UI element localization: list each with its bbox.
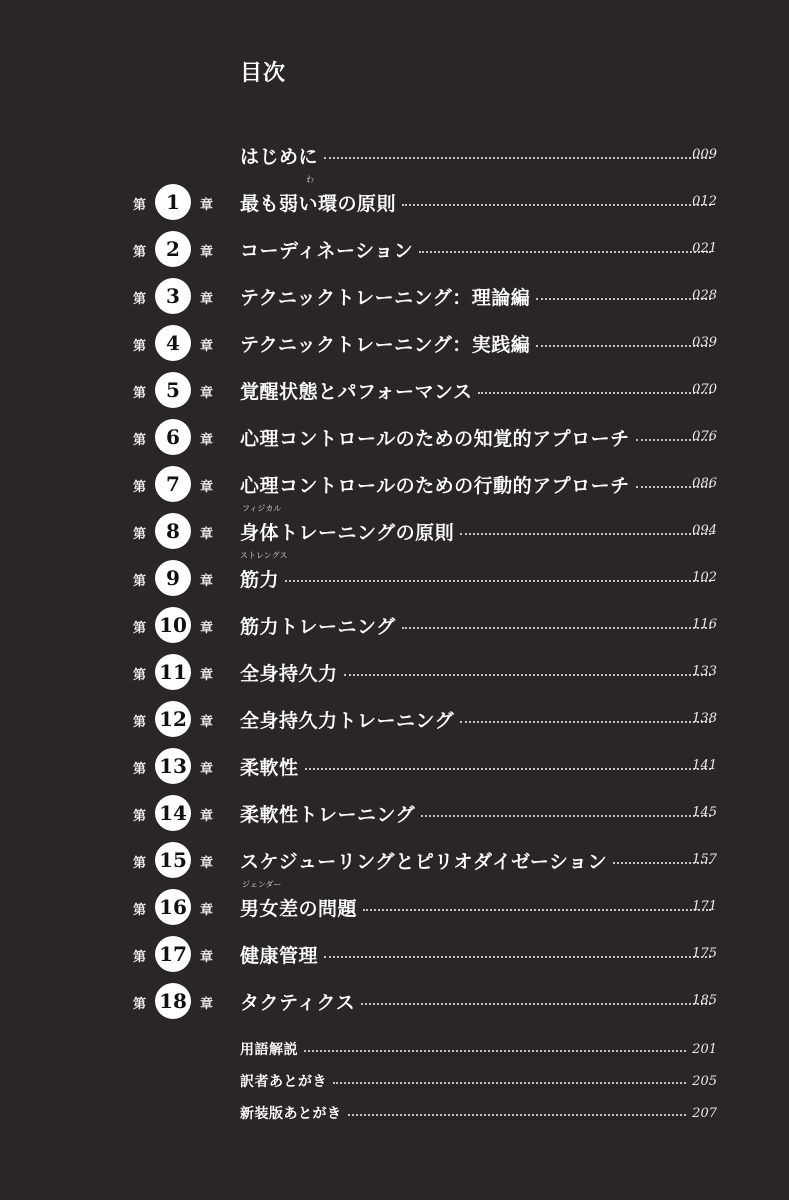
chapter-suffix: 章 xyxy=(200,997,214,1012)
toc-chapter-18[interactable] xyxy=(0,981,789,1021)
dot-leader xyxy=(285,580,711,582)
chapter-prefix: 第 xyxy=(133,903,147,918)
toc-chapter-8[interactable] xyxy=(0,504,789,551)
dot-leader xyxy=(421,815,711,817)
dot-leader xyxy=(348,1114,687,1116)
chapter-prefix: 第 xyxy=(133,245,147,260)
toc-chapter-1[interactable] xyxy=(0,175,789,222)
chapter-suffix: 章 xyxy=(200,292,214,307)
page-number: 133 xyxy=(692,664,717,679)
chapter-suffix: 章 xyxy=(200,574,214,589)
dot-leader xyxy=(361,1003,711,1005)
toc-entry-line xyxy=(240,981,717,1021)
page-number: 012 xyxy=(692,194,717,209)
chapter-number-badge: 7 xyxy=(155,466,191,502)
chapter-number-badge: 9 xyxy=(155,560,191,596)
chapter-number-badge: 5 xyxy=(155,372,191,408)
dot-leader xyxy=(536,298,711,300)
chapter-suffix: 章 xyxy=(200,668,214,683)
chapter-prefix: 第 xyxy=(133,574,147,589)
chapter-suffix: 章 xyxy=(200,198,214,213)
chapter-title: 筋力 xyxy=(240,568,280,591)
appendix-title: 用語解説 xyxy=(240,1042,298,1058)
chapter-number-badge: 4 xyxy=(155,325,191,361)
chapter-number-badge: 1 xyxy=(155,184,191,220)
toc-chapter-9[interactable] xyxy=(0,551,789,598)
chapter-number-badge: 3 xyxy=(155,278,191,314)
page-number: 141 xyxy=(692,758,717,773)
chapter-number-badge: 6 xyxy=(155,419,191,455)
chapter-number-badge: 14 xyxy=(155,795,191,831)
toc-entry-line xyxy=(240,323,717,363)
chapter-prefix: 第 xyxy=(133,621,147,636)
toc-chapter-4[interactable] xyxy=(0,323,789,363)
chapter-prefix: 第 xyxy=(133,762,147,777)
toc-chapter-15[interactable] xyxy=(0,840,789,880)
dot-leader xyxy=(324,956,711,958)
dot-leader xyxy=(333,1082,686,1084)
toc-appendix-translator-afterword[interactable] xyxy=(240,1066,717,1096)
chapter-prefix: 第 xyxy=(133,198,147,213)
dot-leader xyxy=(305,768,711,770)
page-number: 039 xyxy=(692,335,717,350)
dot-leader xyxy=(344,674,711,676)
toc-entry-line xyxy=(240,934,717,974)
chapter-prefix: 第 xyxy=(133,292,147,307)
chapter-prefix: 第 xyxy=(133,386,147,401)
chapter-title: 覚醒状態とパフォーマンス xyxy=(240,380,473,403)
chapter-title: 男女差の問題 xyxy=(240,897,358,920)
chapter-number-badge: 17 xyxy=(155,936,191,972)
toc-chapter-5[interactable] xyxy=(0,370,789,410)
chapter-number-badge: 2 xyxy=(155,231,191,267)
page-number: 028 xyxy=(692,288,717,303)
chapter-suffix: 章 xyxy=(200,903,214,918)
ruby-annotation: ジェンダー xyxy=(242,880,282,889)
chapter-suffix: 章 xyxy=(200,950,214,965)
chapter-title: テクニックトレーニング：理論編 xyxy=(240,286,531,309)
toc-appendix-glossary[interactable] xyxy=(240,1034,717,1064)
toc-chapter-7[interactable] xyxy=(0,464,789,504)
chapter-number-badge: 13 xyxy=(155,748,191,784)
dot-leader xyxy=(324,157,711,159)
dot-leader xyxy=(478,392,711,394)
chapter-number-badge: 8 xyxy=(155,513,191,549)
chapter-number-badge: 10 xyxy=(155,607,191,643)
chapter-number-badge: 18 xyxy=(155,983,191,1019)
chapter-prefix: 第 xyxy=(133,668,147,683)
toc-chapter-12[interactable] xyxy=(0,699,789,739)
chapter-title: コーディネーション xyxy=(240,239,414,262)
toc-chapter-11[interactable] xyxy=(0,652,789,692)
dot-leader xyxy=(363,909,711,911)
chapter-suffix: 章 xyxy=(200,715,214,730)
chapter-prefix: 第 xyxy=(133,480,147,495)
page-number: 021 xyxy=(692,241,717,256)
toc-chapter-17[interactable] xyxy=(0,934,789,974)
chapter-title: 柔軟性トレーニング xyxy=(240,803,416,826)
chapter-suffix: 章 xyxy=(200,762,214,777)
toc-chapter-2[interactable] xyxy=(0,229,789,269)
chapter-title: 柔軟性 xyxy=(240,756,299,779)
page-number: 201 xyxy=(692,1041,717,1057)
page-number: 116 xyxy=(692,617,717,632)
chapter-prefix: 第 xyxy=(133,339,147,354)
toc-chapter-13[interactable] xyxy=(0,746,789,786)
page-number: 076 xyxy=(692,429,717,444)
chapter-title: 健康管理 xyxy=(240,944,319,967)
toc-entry-line xyxy=(240,699,717,739)
dot-leader xyxy=(460,721,711,723)
chapter-number-badge: 15 xyxy=(155,842,191,878)
ruby-annotation: フィジカル xyxy=(242,504,282,513)
dot-leader xyxy=(402,204,711,206)
page-number: 070 xyxy=(692,382,717,397)
chapter-suffix: 章 xyxy=(200,386,214,401)
chapter-prefix: 第 xyxy=(133,950,147,965)
chapter-prefix: 第 xyxy=(133,809,147,824)
page-number: 171 xyxy=(692,899,717,914)
toc-entry-line xyxy=(240,229,717,269)
toc-entry-line xyxy=(240,840,717,880)
chapter-suffix: 章 xyxy=(200,856,214,871)
chapter-prefix: 第 xyxy=(133,715,147,730)
ruby-annotation: ストレングス xyxy=(240,551,288,560)
page-number: 138 xyxy=(692,711,717,726)
toc-entry-line xyxy=(240,276,717,316)
page-number: 094 xyxy=(692,523,717,538)
toc-entry-intro[interactable] xyxy=(0,135,789,175)
toc-entry-line xyxy=(240,880,717,927)
chapter-title: 最も弱い環の原則 xyxy=(240,192,397,215)
toc-chapter-10[interactable] xyxy=(0,605,789,645)
page-number: 185 xyxy=(692,993,717,1008)
chapter-title: 全身持久力トレーニング xyxy=(240,709,455,732)
toc-entry-line xyxy=(240,551,717,598)
chapter-title: 心理コントロールのための知覚的アプローチ xyxy=(240,427,630,450)
appendix-title: 訳者あとがき xyxy=(240,1074,327,1090)
page-title: 目次 xyxy=(240,60,287,86)
dot-leader xyxy=(536,345,711,347)
page-number: 175 xyxy=(692,946,717,961)
toc-entry-line xyxy=(240,464,717,504)
chapter-number-badge: 12 xyxy=(155,701,191,737)
dot-leader xyxy=(460,533,711,535)
chapter-title: スケジューリングとピリオダイゼーション xyxy=(240,850,608,873)
ruby-annotation: わ xyxy=(306,175,314,184)
toc-chapter-6[interactable] xyxy=(0,417,789,457)
chapter-title: テクニックトレーニング：実践編 xyxy=(240,333,531,356)
chapter-suffix: 章 xyxy=(200,527,214,542)
chapter-suffix: 章 xyxy=(200,433,214,448)
dot-leader xyxy=(419,251,711,253)
page-number: 102 xyxy=(692,570,717,585)
toc-entry-line xyxy=(240,605,717,645)
toc-entry-line xyxy=(240,135,717,175)
toc-entry-line xyxy=(240,370,717,410)
chapter-prefix: 第 xyxy=(133,997,147,1012)
toc-chapter-14[interactable] xyxy=(0,793,789,833)
appendix-title: 新装版あとがき xyxy=(240,1106,342,1122)
chapter-number-badge: 16 xyxy=(155,889,191,925)
entry-title: はじめに xyxy=(240,145,319,168)
chapter-title: 全身持久力 xyxy=(240,662,338,685)
page-number: 207 xyxy=(692,1105,717,1121)
chapter-suffix: 章 xyxy=(200,480,214,495)
chapter-title: 筋力トレーニング xyxy=(240,615,396,638)
toc-entry-line xyxy=(240,746,717,786)
page-number: 145 xyxy=(692,805,717,820)
chapter-title: 身体トレーニングの原則 xyxy=(240,521,455,544)
toc-entry-line xyxy=(240,175,717,222)
chapter-prefix: 第 xyxy=(133,527,147,542)
page-number: 157 xyxy=(692,852,717,867)
toc-chapter-3[interactable] xyxy=(0,276,789,316)
toc-entry-line xyxy=(240,504,717,551)
chapter-title: 心理コントロールのための行動的アプローチ xyxy=(240,474,630,497)
toc-entry-line xyxy=(240,652,717,692)
chapter-title: タクティクス xyxy=(240,991,356,1014)
dot-leader xyxy=(304,1050,686,1052)
chapter-suffix: 章 xyxy=(200,621,214,636)
page-number: 205 xyxy=(692,1073,717,1089)
page-number: 009 xyxy=(692,147,717,162)
chapter-number-badge: 11 xyxy=(155,654,191,690)
chapter-suffix: 章 xyxy=(200,809,214,824)
toc-appendix-new-edition-afterword[interactable] xyxy=(240,1098,717,1128)
chapter-suffix: 章 xyxy=(200,245,214,260)
chapter-prefix: 第 xyxy=(133,433,147,448)
page-number: 086 xyxy=(692,476,717,491)
chapter-suffix: 章 xyxy=(200,339,214,354)
toc-entry-line xyxy=(240,417,717,457)
toc-chapter-16[interactable] xyxy=(0,880,789,927)
dot-leader xyxy=(402,627,711,629)
toc-entry-line xyxy=(240,793,717,833)
chapter-prefix: 第 xyxy=(133,856,147,871)
